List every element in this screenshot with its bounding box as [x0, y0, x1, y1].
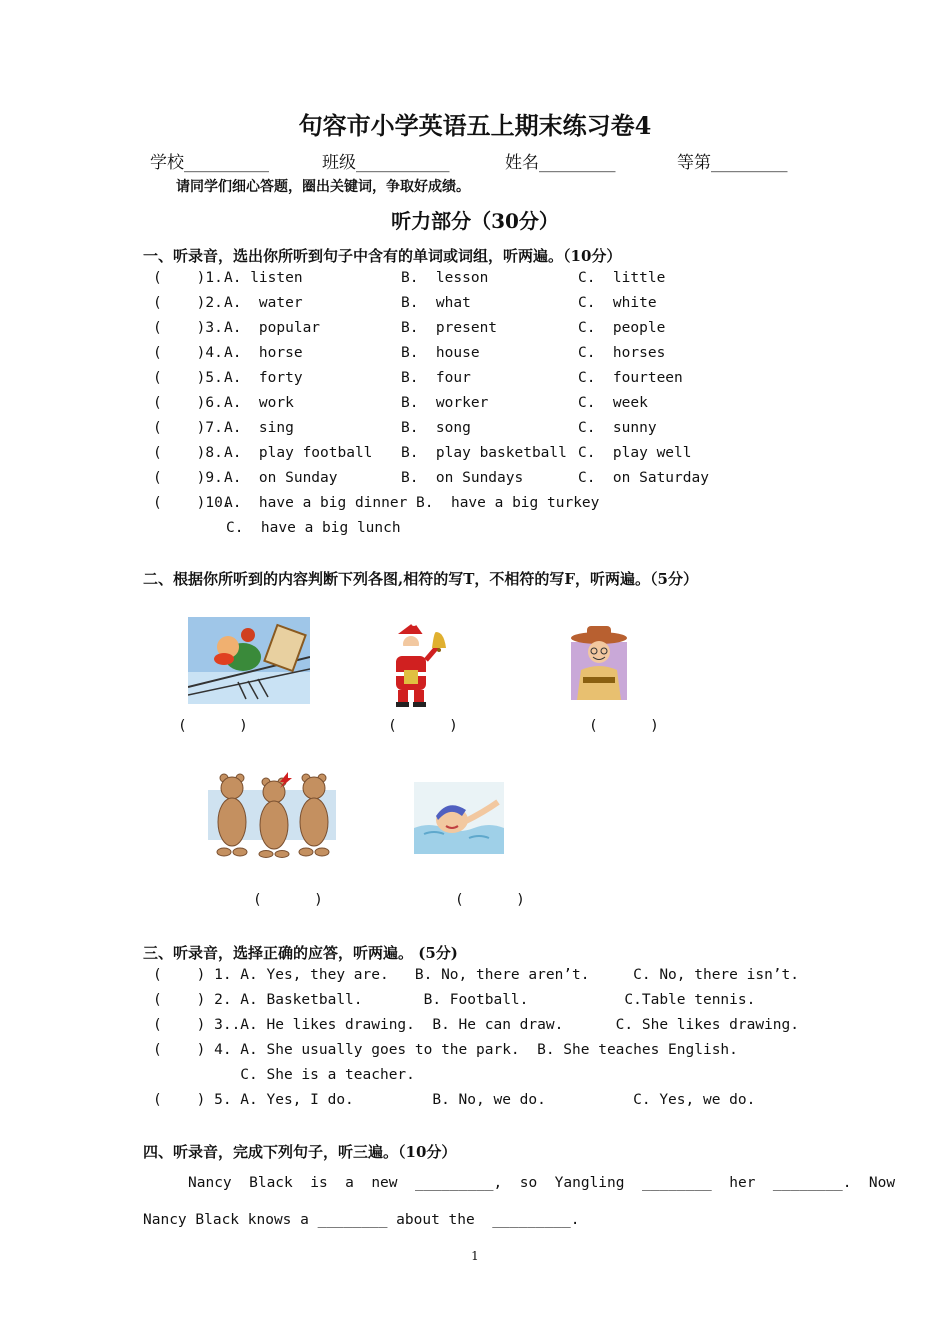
section-3-question: ( ) 3..A. He likes drawing. B. He can draw. C. She likes drawing. — [153, 1017, 800, 1033]
option-a: A. listen — [224, 270, 303, 286]
option-a: A. on Sunday — [224, 470, 338, 486]
question-number[interactable]: ( )4. — [153, 345, 223, 361]
section-3-question: ( ) 1. A. Yes, they are. B. No, there aren’t. C. No, there isn’t. — [153, 967, 800, 983]
option-b: B. lesson — [401, 270, 489, 286]
cartoon-wire-picture — [188, 617, 310, 704]
three-bears-picture — [208, 770, 336, 858]
santa-claus-picture — [384, 620, 454, 708]
option-a: A. play football — [224, 445, 373, 461]
option-c: C. week — [578, 395, 648, 411]
option-a-b: A. have a big dinner B. have a big turkey — [224, 495, 600, 511]
option-c: C. white — [578, 295, 657, 311]
swimmer-picture — [414, 782, 504, 854]
page-number: 1 — [471, 1249, 479, 1263]
instruction-note: 请同学们细心答题，圈出关键词，争取好成绩。 — [176, 179, 470, 195]
question-number[interactable]: ( )8. — [153, 445, 223, 461]
option-b: B. house — [401, 345, 480, 361]
question-number[interactable]: ( )2. — [153, 295, 223, 311]
grade-field[interactable]: 等第_________ — [677, 153, 788, 173]
option-a: A. forty — [224, 370, 303, 386]
farmer-picture — [567, 624, 631, 700]
answer-blank[interactable]: ( ) — [253, 892, 323, 908]
question-number[interactable]: ( )7. — [153, 420, 223, 436]
option-c: C. play well — [578, 445, 692, 461]
question-number[interactable]: ( )1. — [153, 270, 223, 286]
option-c: C. horses — [578, 345, 666, 361]
option-a: A. water — [224, 295, 303, 311]
option-b: B. present — [401, 320, 498, 336]
section-2-heading: 二、根据你所听到的内容判断下列各图,相符的写T，不相符的写F，听两遍。（5分） — [143, 570, 698, 588]
section-3-question: ( ) 4. A. She usually goes to the park. B. She teaches English. — [153, 1042, 738, 1058]
option-b: B. four — [401, 370, 471, 386]
fill-in-sentence[interactable]: Nancy Black knows a ________ about the _________. — [143, 1212, 580, 1228]
name-field[interactable]: 姓名_________ — [505, 153, 616, 173]
section-3-heading: 三、听录音，选择正确的应答，听两遍。 (5分) — [143, 944, 458, 962]
question-number[interactable]: ( )6. — [153, 395, 223, 411]
section-4-heading: 四、听录音，完成下列句子，听三遍。（10分） — [143, 1143, 457, 1161]
answer-blank[interactable]: ( ) — [388, 718, 458, 734]
option-c: C. have a big lunch — [226, 520, 401, 536]
option-c: C. sunny — [578, 420, 657, 436]
option-c: C. fourteen — [578, 370, 683, 386]
fill-in-sentence[interactable]: Nancy Black is a new _________, so Yangling ________ her ________. Now — [188, 1175, 896, 1191]
listening-title: 听力部分（30分） — [391, 209, 559, 233]
question-number[interactable]: ( )10. — [153, 495, 232, 511]
option-a: A. work — [224, 395, 294, 411]
section-3-question: C. She is a teacher. — [153, 1067, 415, 1083]
option-c: C. on Saturday — [578, 470, 709, 486]
option-a: A. sing — [224, 420, 294, 436]
answer-blank[interactable]: ( ) — [178, 718, 248, 734]
answer-blank[interactable]: ( ) — [589, 718, 659, 734]
question-number[interactable]: ( )3. — [153, 320, 223, 336]
option-b: B. what — [401, 295, 471, 311]
answer-blank[interactable]: ( ) — [455, 892, 525, 908]
option-b: B. on Sundays — [401, 470, 524, 486]
section-3-question: ( ) 2. A. Basketball. B. Football. C.Table tennis. — [153, 992, 756, 1008]
question-number[interactable]: ( )9. — [153, 470, 223, 486]
school-field[interactable]: 学校__________ — [150, 153, 269, 173]
class-field[interactable]: 班级___________ — [322, 153, 450, 173]
question-number[interactable]: ( )5. — [153, 370, 223, 386]
section-1-heading: 一、听录音，选出你所听到句子中含有的单词或词组，听两遍。（10分） — [143, 247, 622, 265]
option-c: C. little — [578, 270, 666, 286]
option-a: A. horse — [224, 345, 303, 361]
page-title: 句容市小学英语五上期末练习卷4 — [298, 111, 652, 140]
option-c: C. people — [578, 320, 666, 336]
option-a: A. popular — [224, 320, 321, 336]
option-b: B. song — [401, 420, 471, 436]
section-3-question: ( ) 5. A. Yes, I do. B. No, we do. C. Yes, we do. — [153, 1092, 756, 1108]
option-b: B. worker — [401, 395, 489, 411]
option-b: B. play basketball — [401, 445, 567, 461]
